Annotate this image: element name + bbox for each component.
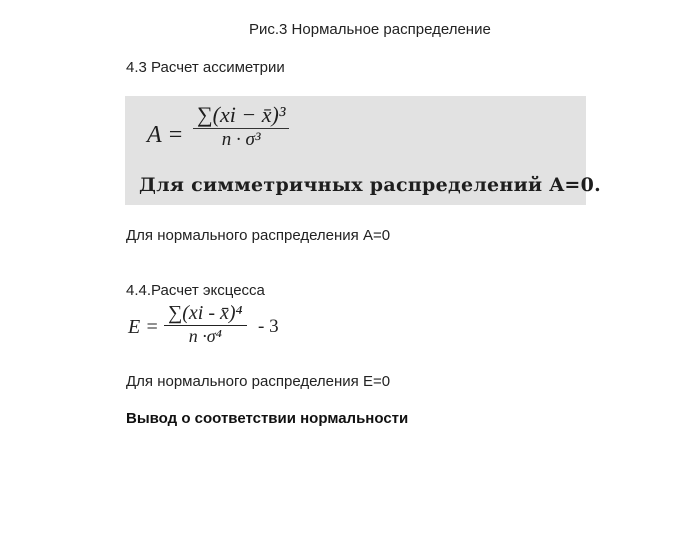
section-heading-excess: 4.4.Расчет эксцесса: [126, 282, 265, 299]
asymmetry-note: Для симметричных распределений A=0.: [139, 174, 602, 196]
excess-numerator: ∑(xi - x̄)⁴: [164, 302, 247, 326]
section-heading-asymmetry: 4.3 Расчет ассиметрии: [126, 59, 285, 76]
conclusion-heading: Вывод о соответствии нормальности: [126, 410, 409, 427]
asymmetry-lhs: A =: [147, 122, 184, 148]
asymmetry-denominator: n · σ³: [221, 129, 261, 150]
asymmetry-formula-image: [125, 96, 602, 205]
asymmetry-result: Для нормального распределения А=0: [126, 227, 391, 244]
excess-tail: - 3: [258, 316, 279, 337]
figure-caption: Рис.3 Нормальное распределение: [249, 21, 491, 38]
excess-result: Для нормального распределения Е=0: [126, 373, 391, 390]
asymmetry-numerator: ∑(xi − x̄)³: [193, 102, 289, 129]
excess-formula: [128, 300, 348, 355]
excess-denominator: n ·σ⁴: [188, 326, 222, 346]
excess-lhs: E =: [128, 316, 159, 338]
